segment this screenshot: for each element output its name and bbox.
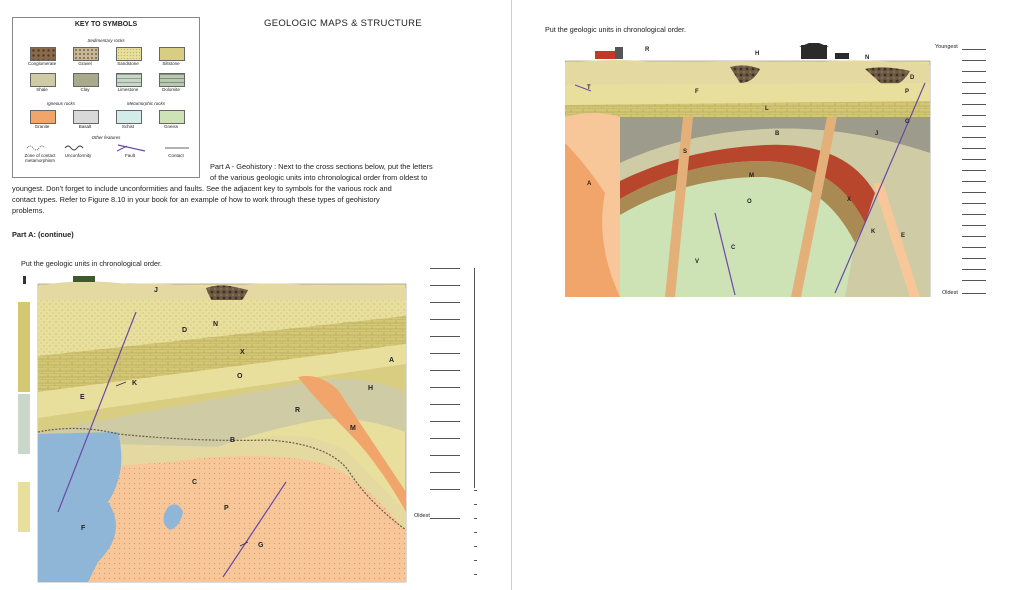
part-a-line: of the various geologic units into chronological order from oldest to (210, 173, 428, 182)
unit-label: A (389, 357, 395, 364)
unit-label: E (901, 233, 906, 239)
unconformity-symbol (65, 146, 83, 150)
page-title: GEOLOGIC MAPS & STRUCTURE (264, 18, 422, 29)
siltstone-swatch (159, 47, 185, 61)
symbol-label: Schist (121, 124, 135, 129)
unit-label: R (295, 407, 301, 414)
key-to-symbols (12, 17, 200, 178)
unit-label: N (865, 55, 870, 61)
unit-label: P (224, 505, 229, 512)
unit-label: O (237, 373, 243, 380)
symbol-label: Sandstone (117, 61, 139, 66)
unit-label: F (81, 525, 86, 532)
answer-line (962, 236, 986, 237)
left-answer-lines[interactable] (430, 268, 460, 568)
symbol-label: Gravel (78, 61, 92, 66)
answer-line (962, 104, 986, 105)
unit-label: J (875, 131, 879, 137)
unit-label: T (587, 85, 591, 91)
answer-line (430, 353, 460, 354)
answer-line (430, 285, 460, 286)
answer-line (962, 49, 986, 50)
unit-label: G (258, 542, 264, 549)
answer-line (962, 181, 986, 182)
answer-line (430, 268, 460, 269)
answer-line (430, 387, 460, 388)
unit-label: C (731, 245, 736, 251)
answer-line (962, 148, 986, 149)
metamorphic-heading: Metamorphic rocks (126, 101, 165, 106)
put-in-order-left: Put the geologic units in chronological order. (21, 259, 163, 268)
answer-line (430, 404, 460, 405)
sandstone-swatch (116, 47, 142, 61)
other-features-heading: Other features (91, 135, 121, 140)
part-a-line: Part A - Geohistory : Next to the cross sections below, put the letters (210, 162, 433, 171)
unit-label: H (755, 51, 760, 57)
answer-line (430, 518, 460, 519)
unit-label: S (683, 149, 688, 155)
unit-label: K (871, 229, 876, 235)
basalt-swatch (73, 110, 99, 124)
symbol-label: Gneiss (163, 124, 178, 129)
granite-swatch (30, 110, 56, 124)
unit-label: B (230, 437, 236, 444)
gravel-swatch (73, 47, 99, 61)
fault-arrow-symbol (117, 146, 127, 151)
symbol-label: Shale (36, 87, 48, 92)
answer-line (430, 438, 460, 439)
answer-line (962, 258, 986, 259)
part-a-line: youngest. Don't forget to include unconformities and faults. See the adjacent key to symbols for the various rock and (12, 184, 392, 193)
unit-label: X (847, 197, 852, 203)
gneiss-swatch (159, 110, 185, 124)
unit-label: P (905, 89, 910, 95)
answer-line (430, 370, 460, 371)
answer-line (962, 203, 986, 204)
unit-label: D (182, 327, 188, 334)
answer-line (962, 82, 986, 83)
dolomite-swatch (159, 73, 185, 87)
answer-line (430, 302, 460, 303)
right-cross-section (565, 43, 935, 297)
answer-line (430, 472, 460, 473)
symbol-label: Limestone (117, 87, 139, 92)
answer-line (430, 455, 460, 456)
unit-label: G (905, 119, 910, 125)
conglomerate-swatch (30, 47, 56, 61)
youngest-label: Youngest (935, 44, 958, 50)
answer-line (430, 489, 460, 490)
unit-label: H (368, 385, 374, 392)
sedimentary-heading: Sedimentary rocks (87, 38, 125, 43)
unit-label: X (240, 349, 245, 356)
right-answer-lines[interactable] (962, 49, 986, 299)
igneous-heading: Igneous rocks (46, 101, 75, 106)
page-divider (511, 0, 512, 590)
feature-label: Zone of contact metamorphism (24, 153, 56, 163)
answer-line (962, 170, 986, 171)
unit-label: N (213, 321, 219, 328)
part-a-instructions-cont (12, 183, 482, 216)
unit-label: V (695, 259, 700, 265)
answer-line (962, 192, 986, 193)
answer-line (962, 126, 986, 127)
answer-line (962, 93, 986, 94)
schist-swatch (116, 110, 142, 124)
answer-line (962, 115, 986, 116)
column-rule (474, 268, 475, 488)
answer-line (962, 247, 986, 248)
left-oldest-label: Oldest (414, 513, 430, 519)
unit-label: O (747, 199, 752, 205)
unit-label: C (192, 479, 198, 486)
unit-label: R (645, 47, 650, 53)
unit-label: F (695, 89, 699, 95)
limestone-swatch (116, 73, 142, 87)
unit-label: K (132, 380, 138, 387)
answer-line (962, 225, 986, 226)
right-oldest-label: Oldest (942, 290, 958, 296)
unit-label: M (350, 425, 356, 432)
answer-line (962, 293, 986, 294)
key-title: KEY TO SYMBOLS (74, 21, 138, 28)
put-in-order-right: Put the geologic units in chronological order. (545, 25, 687, 34)
part-a-line: contact types. Refer to Figure 8.10 in your book for an example of how to work through these types of geohistory (12, 195, 380, 204)
extra-ticks (474, 490, 482, 585)
answer-line (962, 60, 986, 61)
feature-label: Contact (168, 153, 184, 158)
unit-label: E (80, 394, 85, 401)
symbol-label: Conglomerate (27, 61, 57, 66)
answer-line (430, 421, 460, 422)
answer-line (962, 71, 986, 72)
answer-line (430, 319, 460, 320)
clay-swatch (73, 73, 99, 87)
symbol-label: Basalt (78, 124, 92, 129)
part-a-line: problems. (12, 206, 45, 215)
unit-label: A (587, 181, 592, 187)
feature-label: Fault (124, 153, 135, 158)
unit-label: J (154, 287, 158, 294)
feature-label: Unconformity (64, 153, 92, 158)
shale-swatch (30, 73, 56, 87)
left-cross-section (18, 272, 410, 584)
unit-label: M (749, 173, 754, 179)
answer-line (962, 214, 986, 215)
contact-metamorphism-symbol (27, 146, 45, 150)
unit-label: B (775, 131, 780, 137)
part-a-continue: Part A: (continue) (12, 230, 74, 239)
symbol-label: Siltstone (162, 61, 180, 66)
symbol-label: Granite (34, 124, 50, 129)
unit-label: L (765, 106, 769, 112)
answer-line (962, 269, 986, 270)
symbol-label: Dolomite (162, 87, 180, 92)
answer-line (962, 280, 986, 281)
unit-label: D (910, 75, 915, 81)
answer-line (962, 159, 986, 160)
part-a-instructions (210, 161, 490, 183)
answer-line (962, 137, 986, 138)
answer-line (430, 336, 460, 337)
symbol-label: Clay (80, 87, 90, 92)
